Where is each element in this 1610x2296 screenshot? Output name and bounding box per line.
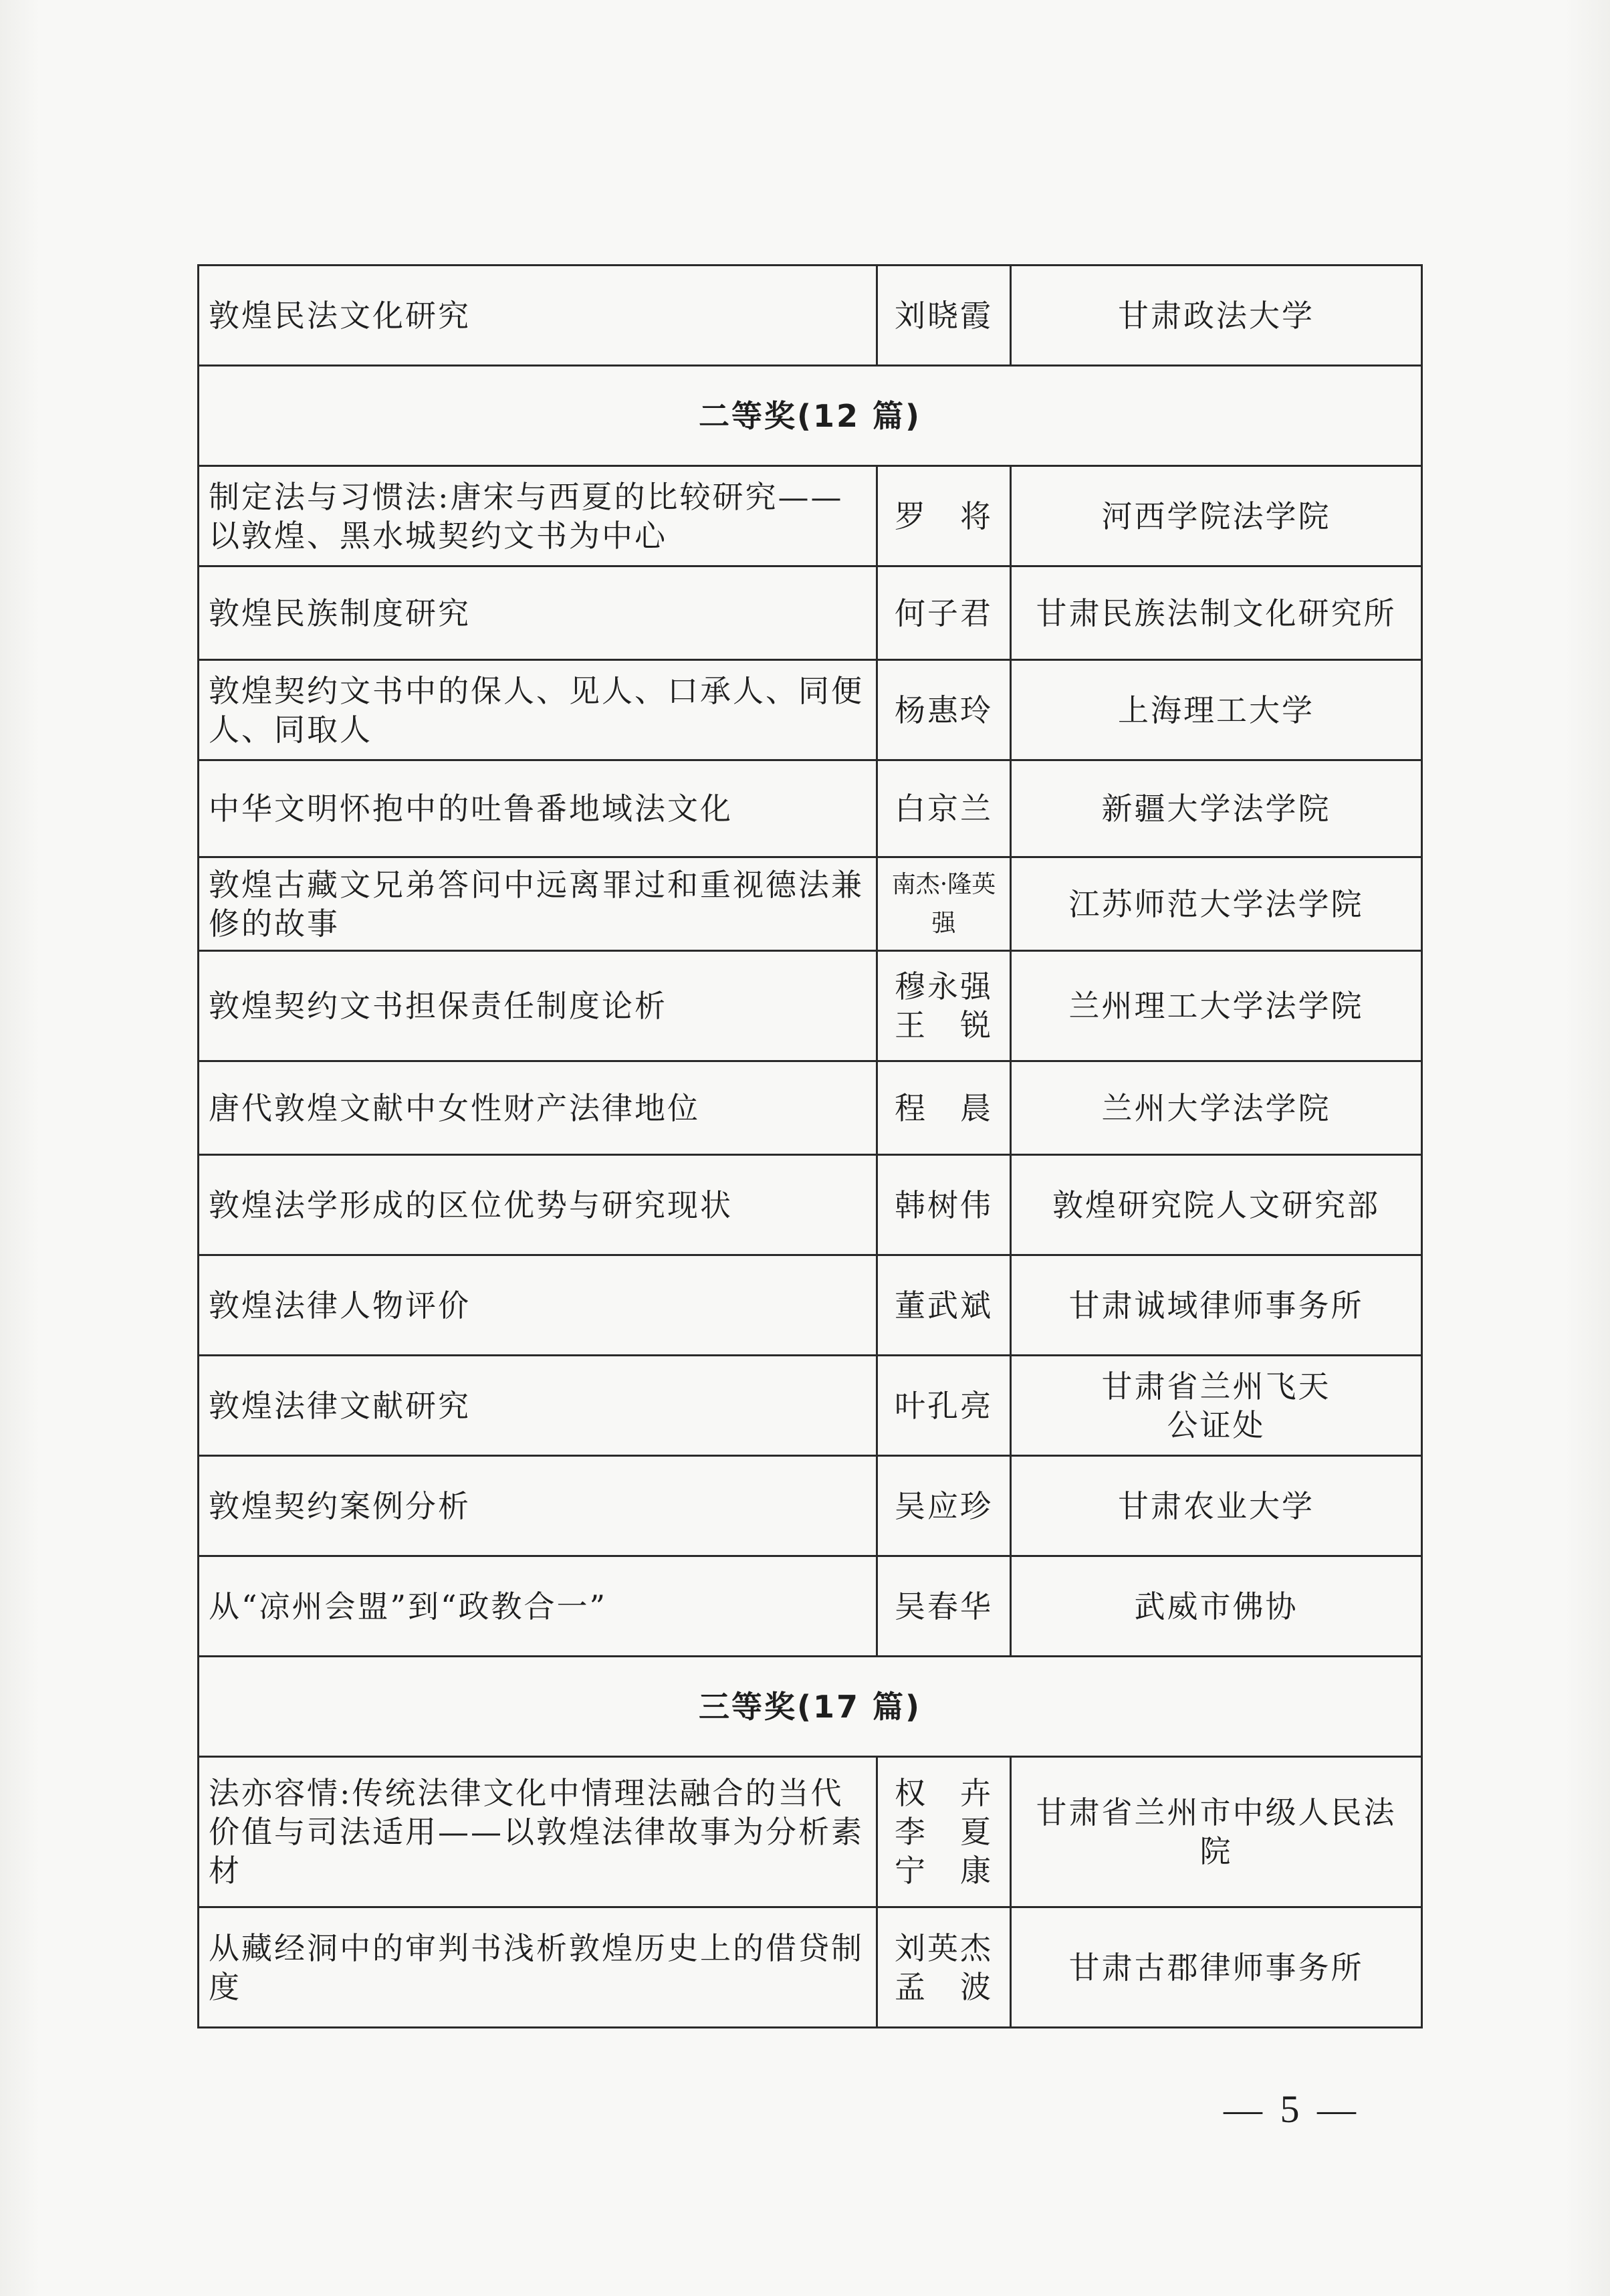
section-row [199, 1657, 1422, 1757]
awards-table-body [199, 266, 1422, 2028]
author-name: 宁 康 [895, 1853, 993, 1889]
author-cell [877, 1356, 1011, 1456]
organization-name: 敦煌研究院人文研究部 [1052, 1186, 1380, 1223]
author-cell [877, 266, 1011, 366]
organization-name: 兰州大学法学院 [1101, 1089, 1331, 1126]
author-name: 刘英杰 [895, 1929, 993, 1966]
table-row [199, 1061, 1422, 1155]
organization-name: 上海理工大学 [1118, 692, 1314, 728]
author-cell [877, 1757, 1011, 1907]
organization-cell [1011, 1356, 1422, 1456]
author-cell [877, 760, 1011, 857]
author-cell [877, 1155, 1011, 1255]
organization-cell [1011, 566, 1422, 660]
paper-title: 敦煌法律人物评价 [199, 1255, 877, 1356]
author-name: 李 夏 [895, 1814, 993, 1850]
author-cell [877, 1907, 1011, 2028]
author-name: 程 晨 [895, 1089, 993, 1126]
organization-cell [1011, 1061, 1422, 1155]
author-name: 穆永强 [895, 968, 993, 1005]
paper-title: 法亦容情:传统法律文化中情理法融合的当代价值与司法适用——以敦煌法律故事为分析素材 [199, 1757, 877, 1907]
paper-title: 敦煌民族制度研究 [199, 566, 877, 660]
paper-title: 敦煌法学形成的区位优势与研究现状 [199, 1155, 877, 1255]
organization-name: 新疆大学法学院 [1101, 791, 1331, 827]
author-name: 罗 将 [895, 498, 993, 534]
paper-title: 从“凉州会盟”到“政教合一” [199, 1556, 877, 1657]
organization-cell [1011, 1255, 1422, 1356]
organization-name: 甘肃政法大学 [1118, 297, 1314, 334]
table-row [199, 1907, 1422, 2028]
section-heading: 三等奖(17 篇) [199, 1657, 1422, 1757]
paper-title: 中华文明怀抱中的吐鲁番地域法文化 [199, 760, 877, 857]
organization-name: 公证处 [1167, 1406, 1266, 1443]
organization-cell [1011, 760, 1422, 857]
paper-title: 制定法与习惯法:唐宋与西夏的比较研究——以敦煌、黑水城契约文书为中心 [199, 466, 877, 566]
author-name: 韩树伟 [895, 1186, 993, 1223]
section-heading: 二等奖(12 篇) [199, 366, 1422, 466]
author-name: 叶孔亮 [895, 1387, 993, 1424]
author-cell [877, 466, 1011, 566]
table-row [199, 951, 1422, 1061]
table-row [199, 466, 1422, 566]
organization-cell [1011, 951, 1422, 1061]
organization-name: 兰州理工大学法学院 [1068, 988, 1364, 1024]
author-name: 孟 波 [895, 1968, 993, 2005]
table-row [199, 266, 1422, 366]
paper-title: 敦煌契约文书中的保人、见人、口承人、同便人、同取人 [199, 660, 877, 760]
organization-name: 甘肃农业大学 [1118, 1487, 1314, 1524]
author-cell [877, 1556, 1011, 1657]
author-name: 权 卉 [895, 1775, 993, 1811]
table-row [199, 1356, 1422, 1456]
table-row [199, 1757, 1422, 1907]
organization-cell [1011, 266, 1422, 366]
organization-name: 甘肃民族法制文化研究所 [1036, 595, 1397, 631]
organization-cell [1011, 1757, 1422, 1907]
author-name: 吴春华 [895, 1588, 993, 1625]
author-name: 王 锐 [895, 1007, 993, 1043]
table-row [199, 1456, 1422, 1556]
paper-title: 敦煌古藏文兄弟答问中远离罪过和重视德法兼修的故事 [199, 857, 877, 951]
organization-cell [1011, 1556, 1422, 1657]
organization-cell [1011, 1155, 1422, 1255]
author-cell [877, 951, 1011, 1061]
author-name: 杨惠玲 [895, 692, 993, 728]
organization-name: 甘肃省兰州飞天 [1101, 1368, 1331, 1404]
awards-table [197, 264, 1423, 2028]
author-name: 南杰·隆英强 [891, 870, 996, 937]
table-row [199, 760, 1422, 857]
paper-title: 从藏经洞中的审判书浅析敦煌历史上的借贷制度 [199, 1907, 877, 2028]
organization-cell [1011, 857, 1422, 951]
section-row [199, 366, 1422, 466]
author-name: 刘晓霞 [895, 297, 993, 334]
table-row [199, 660, 1422, 760]
organization-name: 河西学院法学院 [1101, 498, 1331, 534]
paper-title: 敦煌契约文书担保责任制度论析 [199, 951, 877, 1061]
paper-title: 敦煌契约案例分析 [199, 1456, 877, 1556]
author-name: 董武斌 [895, 1287, 993, 1324]
organization-name: 武威市佛协 [1134, 1588, 1298, 1625]
table-row [199, 566, 1422, 660]
organization-cell [1011, 1456, 1422, 1556]
author-cell [877, 1255, 1011, 1356]
author-cell [877, 1456, 1011, 1556]
organization-name: 江苏师范大学法学院 [1068, 885, 1364, 922]
author-cell [877, 566, 1011, 660]
organization-cell [1011, 660, 1422, 760]
organization-name: 甘肃省兰州市中级人民法院 [1036, 1794, 1397, 1869]
author-name: 何子君 [895, 595, 993, 631]
paper-title: 唐代敦煌文献中女性财产法律地位 [199, 1061, 877, 1155]
table-row [199, 1255, 1422, 1356]
author-name: 白京兰 [895, 791, 993, 827]
paper-title: 敦煌法律文献研究 [199, 1356, 877, 1456]
author-name: 吴应珍 [895, 1487, 993, 1524]
author-cell [877, 1061, 1011, 1155]
page-number: — 5 — [1224, 2087, 1360, 2131]
author-cell [877, 857, 1011, 951]
table-row [199, 1155, 1422, 1255]
organization-name: 甘肃诚域律师事务所 [1068, 1287, 1364, 1324]
table-row [199, 857, 1422, 951]
table-row [199, 1556, 1422, 1657]
organization-cell [1011, 1907, 1422, 2028]
author-cell [877, 660, 1011, 760]
paper-title: 敦煌民法文化研究 [199, 266, 877, 366]
organization-name: 甘肃古郡律师事务所 [1068, 1949, 1364, 1986]
organization-cell [1011, 466, 1422, 566]
